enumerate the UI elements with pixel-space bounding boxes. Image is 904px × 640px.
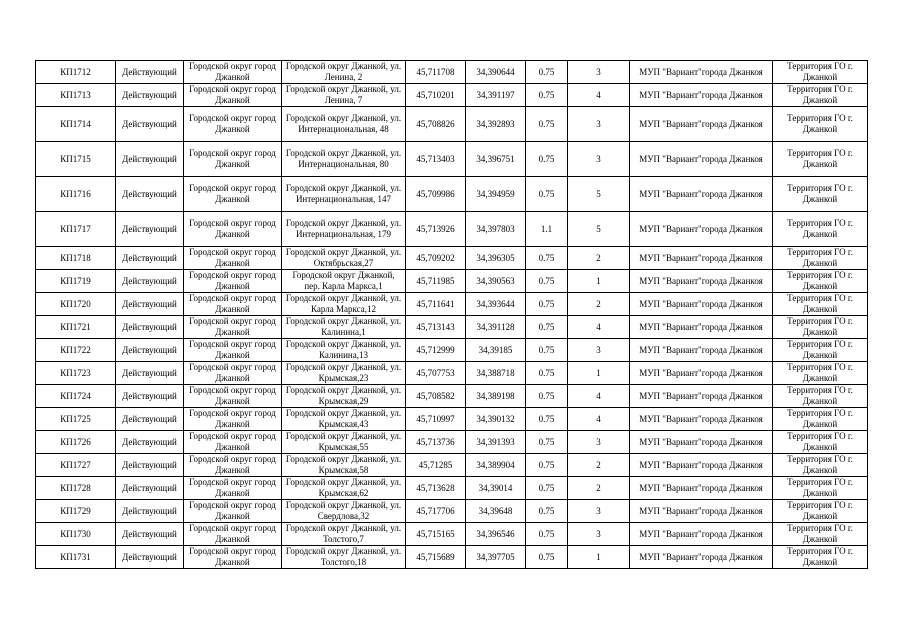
cell-longitude: 34,396546: [466, 523, 526, 546]
cell-owner: МУП "Вариант"города Джанкоя: [630, 408, 773, 431]
cell-latitude: 45,711985: [406, 270, 466, 293]
cell-address: Городской округ Джанкой, ул. Крымская,43: [282, 408, 406, 431]
cell-district: Городской округ город Джанкой: [184, 454, 282, 477]
cell-address: Городской округ Джанкой, пер. Карла Маркса,1: [282, 270, 406, 293]
cell-latitude: 45,713628: [406, 477, 466, 500]
cell-code: КП1727: [36, 454, 116, 477]
cell-address: Городской округ Джанкой, ул. Октябрьская,27: [282, 247, 406, 270]
cell-container-count: 4: [568, 84, 630, 107]
cell-owner: МУП "Вариант"города Джанкоя: [630, 61, 773, 84]
cell-code: КП1729: [36, 500, 116, 523]
table-row: [36, 316, 868, 339]
cell-owner: МУП "Вариант"города Джанкоя: [630, 212, 773, 247]
cell-owner: МУП "Вариант"города Джанкоя: [630, 385, 773, 408]
cell-latitude: 45,713143: [406, 316, 466, 339]
cell-area: 0.75: [526, 362, 568, 385]
cell-container-count: 3: [568, 523, 630, 546]
cell-address: Городской округ Джанкой, ул. Крымская,23: [282, 362, 406, 385]
cell-container-count: 1: [568, 270, 630, 293]
cell-owner: МУП "Вариант"города Джанкоя: [630, 546, 773, 569]
cell-owner: МУП "Вариант"города Джанкоя: [630, 339, 773, 362]
cell-code: КП1718: [36, 247, 116, 270]
cell-longitude: 34,393644: [466, 293, 526, 316]
table-row: [36, 142, 868, 177]
cell-owner: МУП "Вариант"города Джанкоя: [630, 362, 773, 385]
cell-longitude: 34,396751: [466, 142, 526, 177]
cell-code: КП1716: [36, 177, 116, 212]
cell-district: Городской округ город Джанкой: [184, 61, 282, 84]
cell-code: КП1719: [36, 270, 116, 293]
cell-container-count: 3: [568, 431, 630, 454]
cell-area: 0.75: [526, 431, 568, 454]
table-row: [36, 61, 868, 84]
table-row: [36, 546, 868, 569]
cell-longitude: 34,391128: [466, 316, 526, 339]
cell-container-count: 2: [568, 293, 630, 316]
cell-area: 0.75: [526, 500, 568, 523]
cell-status: Действующий: [116, 431, 184, 454]
table-row: [36, 107, 868, 142]
cell-address: Городской округ Джанкой, ул. Крымская,58: [282, 454, 406, 477]
cell-latitude: 45,715165: [406, 523, 466, 546]
cell-district: Городской округ город Джанкой: [184, 84, 282, 107]
cell-container-count: 1: [568, 546, 630, 569]
cell-status: Действующий: [116, 270, 184, 293]
cell-longitude: 34,389904: [466, 454, 526, 477]
cell-district: Городской округ город Джанкой: [184, 385, 282, 408]
cell-owner: МУП "Вариант"города Джанкоя: [630, 477, 773, 500]
table-row: [36, 477, 868, 500]
cell-code: КП1714: [36, 107, 116, 142]
cell-territory: Территория ГО г. Джанкой: [773, 212, 868, 247]
table-row: [36, 454, 868, 477]
cell-address: Городской округ Джанкой, ул. Интернациональная, 80: [282, 142, 406, 177]
cell-latitude: 45,713403: [406, 142, 466, 177]
cell-district: Городской округ город Джанкой: [184, 177, 282, 212]
cell-longitude: 34,390644: [466, 61, 526, 84]
cell-container-count: 4: [568, 316, 630, 339]
cell-territory: Территория ГО г. Джанкой: [773, 339, 868, 362]
cell-code: КП1715: [36, 142, 116, 177]
cell-code: КП1721: [36, 316, 116, 339]
cell-district: Городской округ город Джанкой: [184, 523, 282, 546]
cell-code: КП1726: [36, 431, 116, 454]
cell-owner: МУП "Вариант"города Джанкоя: [630, 500, 773, 523]
table-row: [36, 431, 868, 454]
cell-area: 0.75: [526, 339, 568, 362]
cell-longitude: 34,390132: [466, 408, 526, 431]
cell-owner: МУП "Вариант"города Джанкоя: [630, 247, 773, 270]
cell-owner: МУП "Вариант"города Джанкоя: [630, 142, 773, 177]
cell-territory: Территория ГО г. Джанкой: [773, 84, 868, 107]
cell-district: Городской округ город Джанкой: [184, 212, 282, 247]
cell-latitude: 45,711641: [406, 293, 466, 316]
table-row: [36, 270, 868, 293]
cell-district: Городской округ город Джанкой: [184, 500, 282, 523]
cell-district: Городской округ город Джанкой: [184, 362, 282, 385]
cell-status: Действующий: [116, 316, 184, 339]
cell-code: КП1731: [36, 546, 116, 569]
cell-district: Городской округ город Джанкой: [184, 546, 282, 569]
document-page: [35, 60, 868, 569]
cell-longitude: 34,397803: [466, 212, 526, 247]
cell-status: Действующий: [116, 177, 184, 212]
cell-area: 0.75: [526, 142, 568, 177]
cell-address: Городской округ Джанкой, ул. Свердлова,32: [282, 500, 406, 523]
cell-district: Городской округ город Джанкой: [184, 477, 282, 500]
cell-owner: МУП "Вариант"города Джанкоя: [630, 177, 773, 212]
table-row: [36, 247, 868, 270]
cell-district: Городской округ город Джанкой: [184, 293, 282, 316]
cell-status: Действующий: [116, 212, 184, 247]
cell-address: Городской округ Джанкой, ул. Ленина, 7: [282, 84, 406, 107]
cell-status: Действующий: [116, 362, 184, 385]
cell-longitude: 34,391393: [466, 431, 526, 454]
cell-territory: Территория ГО г. Джанкой: [773, 385, 868, 408]
cell-address: Городской округ Джанкой, ул. Крымская,29: [282, 385, 406, 408]
cell-owner: МУП "Вариант"города Джанкоя: [630, 84, 773, 107]
cell-code: КП1713: [36, 84, 116, 107]
cell-territory: Территория ГО г. Джанкой: [773, 477, 868, 500]
cell-latitude: 45,708582: [406, 385, 466, 408]
cell-area: 0.75: [526, 247, 568, 270]
cell-latitude: 45,715689: [406, 546, 466, 569]
cell-address: Городской округ Джанкой, ул. Толстого,7: [282, 523, 406, 546]
cell-address: Городской округ Джанкой, ул. Карла Маркса,12: [282, 293, 406, 316]
cell-latitude: 45,709986: [406, 177, 466, 212]
cell-code: КП1712: [36, 61, 116, 84]
cell-owner: МУП "Вариант"города Джанкоя: [630, 431, 773, 454]
table-row: [36, 212, 868, 247]
cell-code: КП1717: [36, 212, 116, 247]
cell-district: Городской округ город Джанкой: [184, 316, 282, 339]
cell-status: Действующий: [116, 142, 184, 177]
cell-territory: Территория ГО г. Джанкой: [773, 362, 868, 385]
cell-container-count: 4: [568, 408, 630, 431]
cell-area: 0.75: [526, 546, 568, 569]
cell-container-count: 3: [568, 61, 630, 84]
cell-longitude: 34,389198: [466, 385, 526, 408]
cell-district: Городской округ город Джанкой: [184, 142, 282, 177]
cell-longitude: 34,39014: [466, 477, 526, 500]
cell-district: Городской округ город Джанкой: [184, 270, 282, 293]
cell-owner: МУП "Вариант"города Джанкоя: [630, 293, 773, 316]
table-body: [36, 61, 868, 569]
cell-longitude: 34,397705: [466, 546, 526, 569]
cell-territory: Территория ГО г. Джанкой: [773, 107, 868, 142]
cell-code: КП1720: [36, 293, 116, 316]
cell-owner: МУП "Вариант"города Джанкоя: [630, 316, 773, 339]
cell-address: Городской округ Джанкой, ул. Ленина, 2: [282, 61, 406, 84]
cell-address: Городской округ Джанкой, ул. Толстого,18: [282, 546, 406, 569]
cell-territory: Территория ГО г. Джанкой: [773, 546, 868, 569]
cell-container-count: 5: [568, 212, 630, 247]
cell-code: КП1728: [36, 477, 116, 500]
cell-territory: Территория ГО г. Джанкой: [773, 431, 868, 454]
cell-address: Городской округ Джанкой, ул. Интернациональная, 179: [282, 212, 406, 247]
cell-container-count: 4: [568, 385, 630, 408]
cell-code: КП1722: [36, 339, 116, 362]
cell-container-count: 3: [568, 339, 630, 362]
cell-territory: Территория ГО г. Джанкой: [773, 61, 868, 84]
cell-status: Действующий: [116, 339, 184, 362]
cell-status: Действующий: [116, 477, 184, 500]
cell-area: 1.1: [526, 212, 568, 247]
cell-territory: Территория ГО г. Джанкой: [773, 316, 868, 339]
cell-container-count: 3: [568, 142, 630, 177]
cell-latitude: 45,717706: [406, 500, 466, 523]
cell-district: Городской округ город Джанкой: [184, 431, 282, 454]
cell-latitude: 45,713926: [406, 212, 466, 247]
cell-area: 0.75: [526, 316, 568, 339]
cell-area: 0.75: [526, 177, 568, 212]
cell-status: Действующий: [116, 523, 184, 546]
cell-latitude: 45,708826: [406, 107, 466, 142]
cell-address: Городской округ Джанкой, ул. Интернациональная, 48: [282, 107, 406, 142]
cell-longitude: 34,39648: [466, 500, 526, 523]
cell-status: Действующий: [116, 385, 184, 408]
cell-container-count: 2: [568, 454, 630, 477]
cell-container-count: 2: [568, 477, 630, 500]
cell-area: 0.75: [526, 61, 568, 84]
cell-status: Действующий: [116, 84, 184, 107]
cell-status: Действующий: [116, 500, 184, 523]
table-row: [36, 339, 868, 362]
cell-latitude: 45,707753: [406, 362, 466, 385]
cell-latitude: 45,710997: [406, 408, 466, 431]
cell-owner: МУП "Вариант"города Джанкоя: [630, 107, 773, 142]
cell-address: Городской округ Джанкой, ул. Калинина,1: [282, 316, 406, 339]
cell-container-count: 1: [568, 362, 630, 385]
cell-area: 0.75: [526, 293, 568, 316]
cell-latitude: 45,709202: [406, 247, 466, 270]
cell-territory: Территория ГО г. Джанкой: [773, 293, 868, 316]
cell-code: КП1730: [36, 523, 116, 546]
cell-latitude: 45,710201: [406, 84, 466, 107]
cell-code: КП1724: [36, 385, 116, 408]
cell-territory: Территория ГО г. Джанкой: [773, 270, 868, 293]
cell-district: Городской округ город Джанкой: [184, 107, 282, 142]
cell-area: 0.75: [526, 270, 568, 293]
cell-territory: Территория ГО г. Джанкой: [773, 500, 868, 523]
table-row: [36, 293, 868, 316]
cell-address: Городской округ Джанкой, ул. Крымская,62: [282, 477, 406, 500]
table-row: [36, 523, 868, 546]
cell-container-count: 2: [568, 247, 630, 270]
cell-code: КП1723: [36, 362, 116, 385]
table-row: [36, 385, 868, 408]
cell-area: 0.75: [526, 477, 568, 500]
cell-status: Действующий: [116, 454, 184, 477]
table-row: [36, 362, 868, 385]
cell-district: Городской округ город Джанкой: [184, 408, 282, 431]
cell-address: Городской округ Джанкой, ул. Калинина,13: [282, 339, 406, 362]
cell-latitude: 45,711708: [406, 61, 466, 84]
table-row: [36, 408, 868, 431]
table-row: [36, 177, 868, 212]
cell-territory: Территория ГО г. Джанкой: [773, 177, 868, 212]
cell-area: 0.75: [526, 454, 568, 477]
cell-latitude: 45,71285: [406, 454, 466, 477]
cell-longitude: 34,388718: [466, 362, 526, 385]
cell-status: Действующий: [116, 107, 184, 142]
cell-territory: Территория ГО г. Джанкой: [773, 142, 868, 177]
cell-territory: Территория ГО г. Джанкой: [773, 454, 868, 477]
cell-longitude: 34,392893: [466, 107, 526, 142]
cell-code: КП1725: [36, 408, 116, 431]
cell-longitude: 34,391197: [466, 84, 526, 107]
cell-latitude: 45,712999: [406, 339, 466, 362]
cell-territory: Территория ГО г. Джанкой: [773, 247, 868, 270]
cell-longitude: 34,396305: [466, 247, 526, 270]
cell-area: 0.75: [526, 408, 568, 431]
cell-status: Действующий: [116, 293, 184, 316]
cell-container-count: 3: [568, 107, 630, 142]
cell-owner: МУП "Вариант"города Джанкоя: [630, 270, 773, 293]
cell-container-count: 3: [568, 500, 630, 523]
cell-owner: МУП "Вариант"города Джанкоя: [630, 523, 773, 546]
cell-district: Городской округ город Джанкой: [184, 247, 282, 270]
table-row: [36, 500, 868, 523]
container-sites-table: [35, 60, 868, 569]
cell-area: 0.75: [526, 385, 568, 408]
cell-area: 0.75: [526, 107, 568, 142]
cell-longitude: 34,390563: [466, 270, 526, 293]
table-row: [36, 84, 868, 107]
cell-district: Городской округ город Джанкой: [184, 339, 282, 362]
cell-latitude: 45,713736: [406, 431, 466, 454]
cell-area: 0.75: [526, 523, 568, 546]
cell-longitude: 34,39185: [466, 339, 526, 362]
cell-address: Городской округ Джанкой, ул. Интернациональная, 147: [282, 177, 406, 212]
cell-container-count: 5: [568, 177, 630, 212]
cell-area: 0.75: [526, 84, 568, 107]
cell-territory: Территория ГО г. Джанкой: [773, 408, 868, 431]
cell-address: Городской округ Джанкой, ул. Крымская,55: [282, 431, 406, 454]
cell-territory: Территория ГО г. Джанкой: [773, 523, 868, 546]
cell-owner: МУП "Вариант"города Джанкоя: [630, 454, 773, 477]
cell-status: Действующий: [116, 61, 184, 84]
cell-status: Действующий: [116, 408, 184, 431]
cell-status: Действующий: [116, 546, 184, 569]
cell-status: Действующий: [116, 247, 184, 270]
cell-longitude: 34,394959: [466, 177, 526, 212]
